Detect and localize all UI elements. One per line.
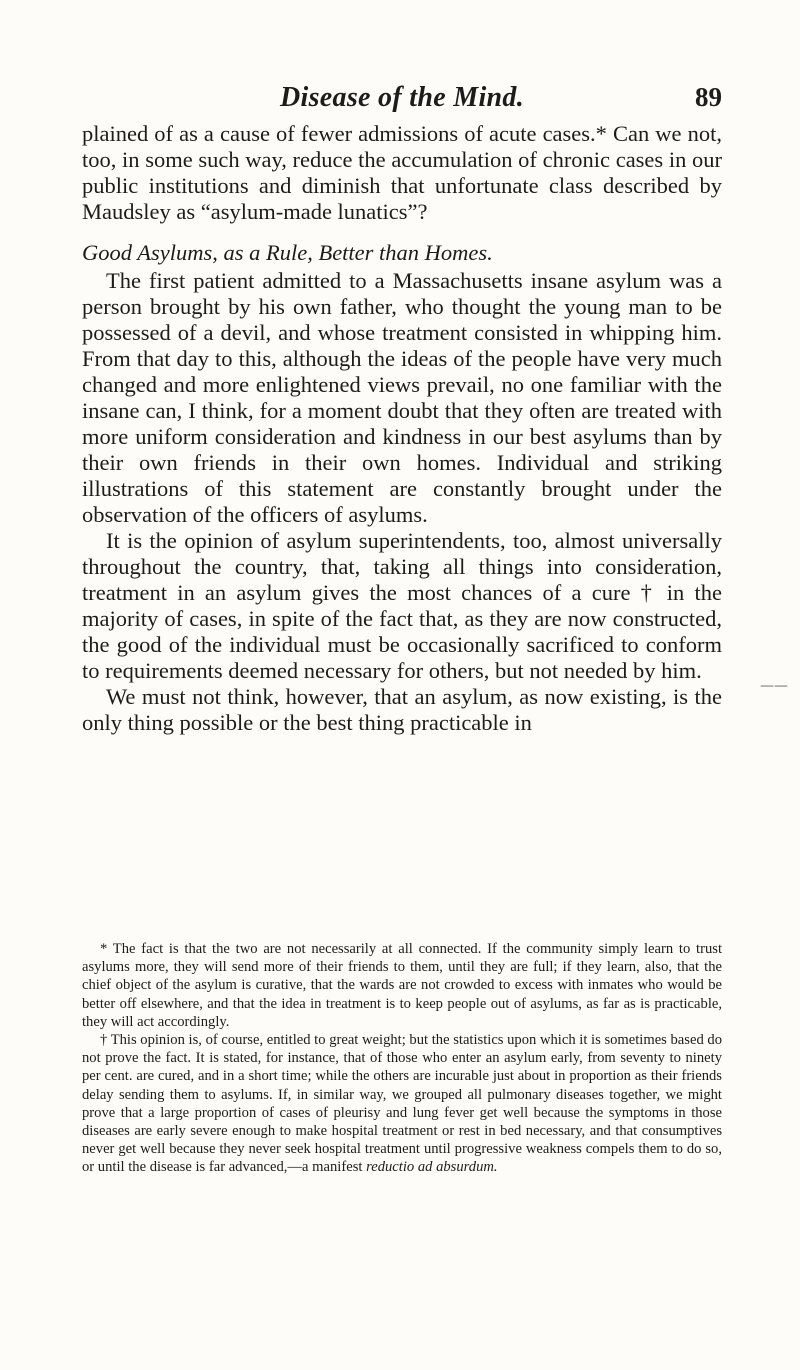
footnote-2: [82, 1031, 722, 1177]
footnote-1: * The fact is that the two are not necessarily at all connected. If the community simply learn to trust asylums more, they will send more of their friends to them, until they are full; if they learn, also, that the chief object of the asylum is curative, that the wards are not crowded to excess with inmates who would be better off elsewhere, and that the idea in treatment is to keep people out of asylums, as far as is practicable, they will act accordingly.: [82, 941, 722, 1030]
footnotes: [82, 940, 722, 1177]
continuation-paragraph: plained of as a cause of fewer admissions of acute cases.* Can we not, too, in some such way, reduce the accumulation of chronic cases in our public institutions and diminish that unfortunate class described by Maudsley as “asylum-made lunatics”?: [82, 121, 722, 224]
page-number: 89: [695, 82, 722, 112]
footnote-2-latin: reductio ad absurdum.: [366, 1159, 498, 1176]
running-head: [82, 82, 722, 122]
paragraph-2: It is the opinion of asylum superintendents, too, almost universally throughout the country, that, taking all things into consideration, treatment in an asylum gives the most chances of a cure † in the majority of cases, in spite of the fact that, as they are now constructed, the good of the individual must be occasionally sacrificed to conform to requirements deemed necessary for others, but not needed by him.: [82, 528, 722, 683]
running-title: Disease of the Mind.: [280, 82, 524, 113]
margin-pencil-mark: ——: [760, 678, 788, 694]
paragraph-3: We must not think, however, that an asylum, as now existing, is the only thing possible or the best thing practicable in: [82, 684, 722, 735]
paragraph-1: The first patient admitted to a Massachusetts insane asylum was a person brought by his own father, who thought the young man to be possessed of a devil, and whose treatment consisted in whipping him. From that day to this, although the ideas of the people have very much changed and more enlightened views prevail, no one familiar with the insane can, I think, for a moment doubt that they often are treated with more uniform consideration and kindness in our best asylums than by their own friends in their own homes. Individual and striking illustrations of this statement are constantly brought under the observation of the officers of asylums.: [82, 268, 722, 527]
section-heading: Good Asylums, as a Rule, Better than Homes.: [82, 240, 493, 265]
body-text: [82, 121, 722, 736]
footnote-2-text: † This opinion is, of course, entitled to great weight; but the statistics upon which it is sometimes based do not prove the fact. It is stated, for instance, that of those who enter an asylum early, from seventy to ninety per cent. are cured, and in a short time; while the others are incurable just about in proportion as their friends delay sending them to asylums. If, in similar way, we grouped all pulmonary diseases together, we might prove that a large proportion of cases of pleurisy and lung fever get well because the symptoms in those diseases are early severe enough to make hospital treatment or rest in bed necessary, and that consumptives never get well because they never seek hospital treatment until progressive weakness compels them to do so, or until the disease is far advanced,—a manifest: [82, 1032, 722, 1176]
